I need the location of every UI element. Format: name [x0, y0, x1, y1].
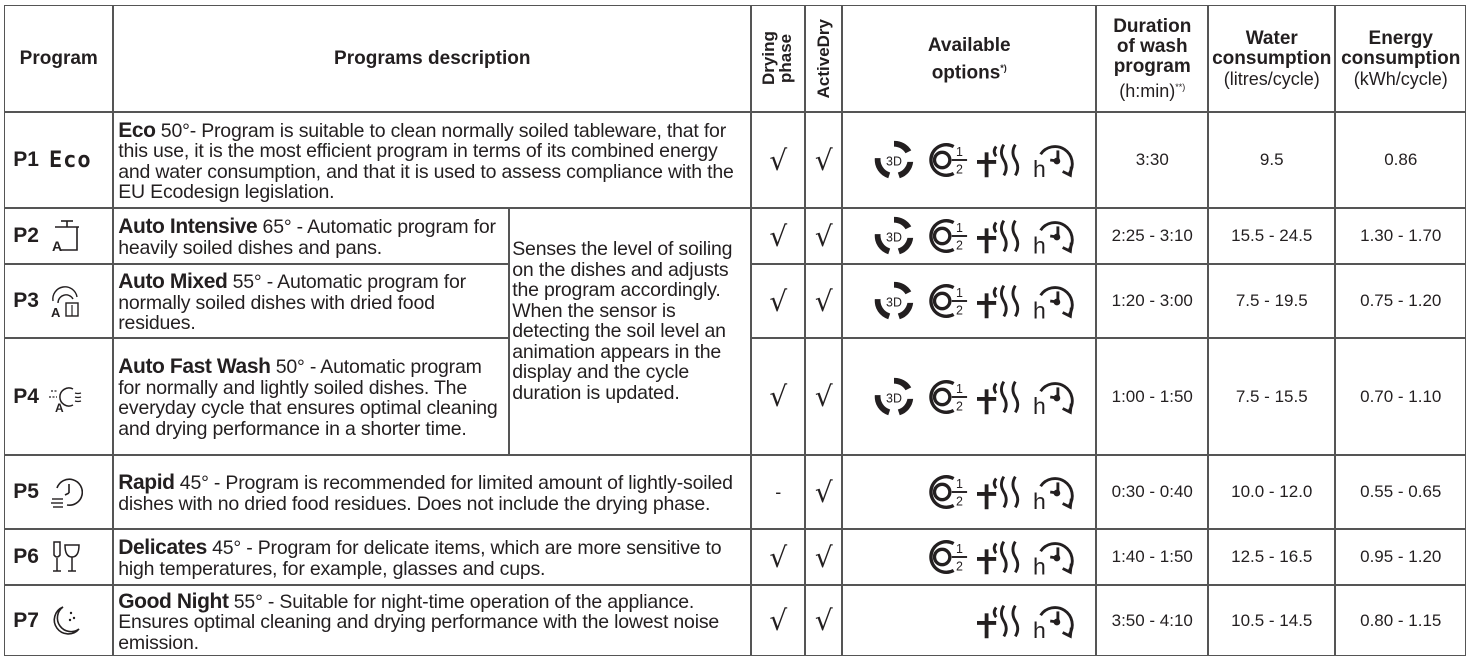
program-code: P3: [13, 289, 39, 313]
program-code: P4: [13, 384, 39, 408]
check-icon: √: [769, 219, 788, 253]
water-text: 10.5 - 14.5: [1231, 610, 1313, 630]
available-options: [842, 585, 1096, 656]
duration-text: 1:20 - 3:00: [1111, 291, 1193, 311]
duration-text: 3:30: [1135, 150, 1169, 170]
duration-value: [1096, 585, 1208, 656]
water-value: [1208, 529, 1335, 585]
active-dry-value: [805, 585, 842, 656]
header-options-label: Available options: [927, 34, 1011, 83]
water-text: 12.5 - 16.5: [1231, 547, 1313, 567]
program-text: - Program for delicate items, which are more sensitive to high temperatures, for example, glasses and cups.: [118, 537, 722, 580]
program-cell-p6[interactable]: [4, 529, 113, 585]
duration-value: [1096, 208, 1208, 264]
header-drying-phase: [751, 5, 805, 112]
program-code: P5: [13, 480, 39, 504]
water-value: [1208, 208, 1335, 264]
program-code: P6: [13, 545, 39, 569]
check-icon: √: [769, 604, 788, 638]
duration-text: 1:00 - 1:50: [1111, 386, 1193, 406]
program-code: P7: [13, 608, 39, 632]
drying-phase-value: [751, 112, 805, 208]
check-icon: √: [769, 380, 788, 414]
delay-start-icon: [1031, 137, 1079, 183]
check-icon: √: [769, 540, 788, 574]
duration-value: [1096, 338, 1208, 455]
program-description: [113, 338, 509, 455]
check-icon: √: [814, 604, 833, 638]
program-description: [113, 529, 751, 585]
program-name: Auto Mixed: [118, 270, 228, 293]
3d-zone-wash-icon: [871, 213, 917, 259]
extra-dry-icon: [975, 374, 1025, 420]
half-load-icon: [923, 213, 969, 259]
header-water-unit: (litres/cycle): [1223, 68, 1320, 89]
auto-programs-shared-note: [509, 208, 751, 455]
program-cell-p3[interactable]: [4, 264, 113, 338]
svg-text:A: A: [50, 305, 61, 320]
delay-start-icon: [1031, 374, 1079, 420]
water-value: [1208, 455, 1335, 529]
duration-text: 0:30 - 0:40: [1111, 482, 1193, 502]
duration-value: [1096, 264, 1208, 338]
delay-start-icon: [1031, 469, 1079, 515]
auto-mixed-icon: [49, 283, 83, 319]
energy-value: [1335, 338, 1466, 455]
header-duration-unit: (h:min): [1119, 80, 1176, 101]
water-text: 7.5 - 19.5: [1235, 291, 1308, 311]
check-icon: √: [814, 219, 833, 253]
header-water: [1208, 5, 1335, 112]
program-temperature: 50°: [155, 119, 190, 142]
delay-start-icon: [1031, 213, 1079, 259]
program-name: Delicates: [118, 536, 207, 560]
program-temperature: 55°: [227, 271, 262, 293]
water-text: 15.5 - 24.5: [1231, 226, 1313, 246]
program-name: Auto Intensive: [118, 215, 258, 239]
energy-value: [1335, 585, 1466, 656]
program-cell-p4[interactable]: [4, 338, 113, 455]
program-description: [113, 208, 509, 264]
program-description: [113, 585, 751, 656]
energy-text: 1.30 - 1.70: [1360, 226, 1442, 246]
3d-zone-wash-icon: [871, 137, 917, 183]
drying-phase-value: [751, 338, 805, 455]
energy-value: [1335, 529, 1466, 585]
extra-dry-icon: [975, 278, 1025, 324]
water-value: [1208, 338, 1335, 455]
drying-phase-value: [751, 208, 805, 264]
program-description: [113, 112, 751, 208]
program-description: [113, 455, 751, 529]
duration-text: 2:25 - 3:10: [1111, 226, 1193, 246]
header-drying-phase-label: Drying phase: [759, 31, 796, 86]
program-text: - Automatic program for normally soiled dishes with dried food residues.: [118, 271, 466, 334]
available-options: [842, 112, 1096, 208]
program-temperature: 55°: [228, 590, 263, 613]
drying-phase-value: [751, 585, 805, 656]
good-night-moon-icon: [49, 603, 83, 639]
energy-text: 0.75 - 1.20: [1360, 291, 1442, 311]
3d-zone-wash-icon: [871, 374, 917, 420]
active-dry-value: [805, 529, 842, 585]
energy-text: 0.95 - 1.20: [1360, 547, 1442, 567]
auto-programs-note-text: Senses the level of soiling on the dishes and adjusts the program accordingly. When the sensor is detecting the soil level an animation appears in the display and the cycle duration is updated.: [512, 238, 733, 404]
header-energy-title: Energy consumption: [1341, 27, 1461, 69]
half-load-icon: [923, 137, 969, 183]
program-cell-p1[interactable]: [4, 112, 113, 208]
energy-value: [1335, 208, 1466, 264]
auto-intensive-pot-icon: [49, 218, 83, 254]
energy-value: [1335, 264, 1466, 338]
program-temperature: 45°: [174, 472, 209, 495]
header-program: [4, 5, 113, 112]
header-available-options: [842, 5, 1096, 112]
energy-text: 0.86: [1384, 150, 1418, 170]
delay-start-icon: [1031, 278, 1079, 324]
check-icon: √: [814, 143, 833, 177]
water-text: 9.5: [1259, 150, 1284, 170]
program-name: Eco: [118, 118, 156, 142]
duration-text: 1:40 - 1:50: [1111, 547, 1193, 567]
extra-dry-icon: [975, 137, 1025, 183]
drying-phase-value: [751, 264, 805, 338]
program-name: Good Night: [118, 589, 229, 613]
program-code: P1: [13, 148, 39, 172]
3d-zone-wash-icon: [871, 278, 917, 324]
program-cell-p5[interactable]: [4, 455, 113, 529]
svg-text:A: A: [54, 400, 64, 415]
available-options: [842, 455, 1096, 529]
water-value: [1208, 264, 1335, 338]
available-options: [842, 338, 1096, 455]
active-dry-value: [805, 455, 842, 529]
energy-text: 0.55 - 0.65: [1360, 482, 1442, 502]
header-water-title: Water consumption: [1212, 27, 1332, 69]
program-text: - Automatic program for normally and lightly soiled dishes. The everyday cycle that ensures optimal cleaning and drying performance in a shorter time.: [118, 356, 498, 440]
active-dry-value: [805, 338, 842, 455]
rapid-clock-icon: [49, 474, 83, 510]
extra-dry-icon: [975, 534, 1025, 580]
energy-text: 0.80 - 1.15: [1360, 610, 1442, 630]
svg-text:A: A: [51, 238, 63, 255]
program-temperature: 45°: [206, 537, 241, 560]
dash-icon: -: [775, 481, 782, 502]
drying-phase-value: [751, 529, 805, 585]
water-value: [1208, 585, 1335, 656]
check-icon: √: [814, 540, 833, 574]
active-dry-value: [805, 264, 842, 338]
header-duration-note: **): [1175, 81, 1186, 92]
program-temperature: 50°: [270, 356, 305, 379]
program-name: Auto Fast Wash: [118, 355, 271, 379]
half-load-icon: [923, 374, 969, 420]
header-active-dry-label: ActiveDry: [814, 19, 834, 99]
eco-program-icon: Eco: [48, 147, 92, 173]
half-load-icon: [923, 469, 969, 515]
delay-start-icon: [1031, 534, 1079, 580]
active-dry-value: [805, 208, 842, 264]
program-temperature: 65°: [257, 216, 292, 239]
header-program-label: Program: [19, 47, 98, 69]
half-load-icon: [923, 534, 969, 580]
programs-table: [5, 6, 1467, 657]
check-icon: √: [769, 284, 788, 318]
program-code: P2: [13, 224, 39, 248]
program-name: Rapid: [118, 471, 175, 495]
energy-value: [1335, 455, 1466, 529]
delay-start-icon: [1031, 598, 1079, 644]
program-text: - Program is suitable to clean normally soiled tableware, that for this use, it is the most efficient program in terms of its combined energy and water consumption, and that it is used to assess compliance with the EU Ecodesign legislation.: [118, 119, 734, 204]
header-energy: [1335, 5, 1466, 112]
extra-dry-icon: [975, 598, 1025, 644]
program-text: - Automatic program for heavily soiled dishes and pans.: [118, 216, 496, 259]
auto-fast-wash-icon: [49, 379, 83, 415]
available-options: [842, 208, 1096, 264]
water-value: [1208, 112, 1335, 208]
extra-dry-icon: [975, 213, 1025, 259]
drying-phase-value: [751, 455, 805, 529]
active-dry-value: [805, 112, 842, 208]
header-duration: [1096, 5, 1208, 112]
check-icon: √: [814, 475, 833, 509]
header-active-dry: [805, 5, 842, 112]
water-text: 10.0 - 12.0: [1231, 482, 1313, 502]
check-icon: √: [814, 284, 833, 318]
header-duration-title: Duration of wash program: [1113, 15, 1192, 77]
duration-value: [1096, 455, 1208, 529]
program-description: [113, 264, 509, 338]
energy-value: [1335, 112, 1466, 208]
check-icon: √: [814, 380, 833, 414]
check-icon: √: [769, 143, 788, 177]
program-cell-p7[interactable]: [4, 585, 113, 656]
header-energy-unit: (kWh/cycle): [1353, 68, 1448, 89]
program-text: - Suitable for night-time operation of the appliance. Ensures optimal cleaning and drying performance with the lowest noise emission.: [118, 590, 720, 654]
program-cell-p2[interactable]: [4, 208, 113, 264]
duration-value: [1096, 112, 1208, 208]
water-text: 7.5 - 15.5: [1235, 386, 1308, 406]
duration-text: 3:50 - 4:10: [1111, 610, 1193, 630]
extra-dry-icon: [975, 469, 1025, 515]
energy-text: 0.70 - 1.10: [1360, 386, 1442, 406]
delicates-glasses-icon: [49, 539, 83, 575]
program-text: - Program is recommended for limited amount of lightly-soiled dishes with no dried food residues. Does not include the drying phase.: [118, 472, 733, 515]
duration-value: [1096, 529, 1208, 585]
header-options-note: *): [1000, 62, 1007, 73]
half-load-icon: [923, 278, 969, 324]
available-options: [842, 264, 1096, 338]
header-description-label: Programs description: [334, 47, 531, 69]
header-description: [113, 5, 751, 112]
available-options: [842, 529, 1096, 585]
